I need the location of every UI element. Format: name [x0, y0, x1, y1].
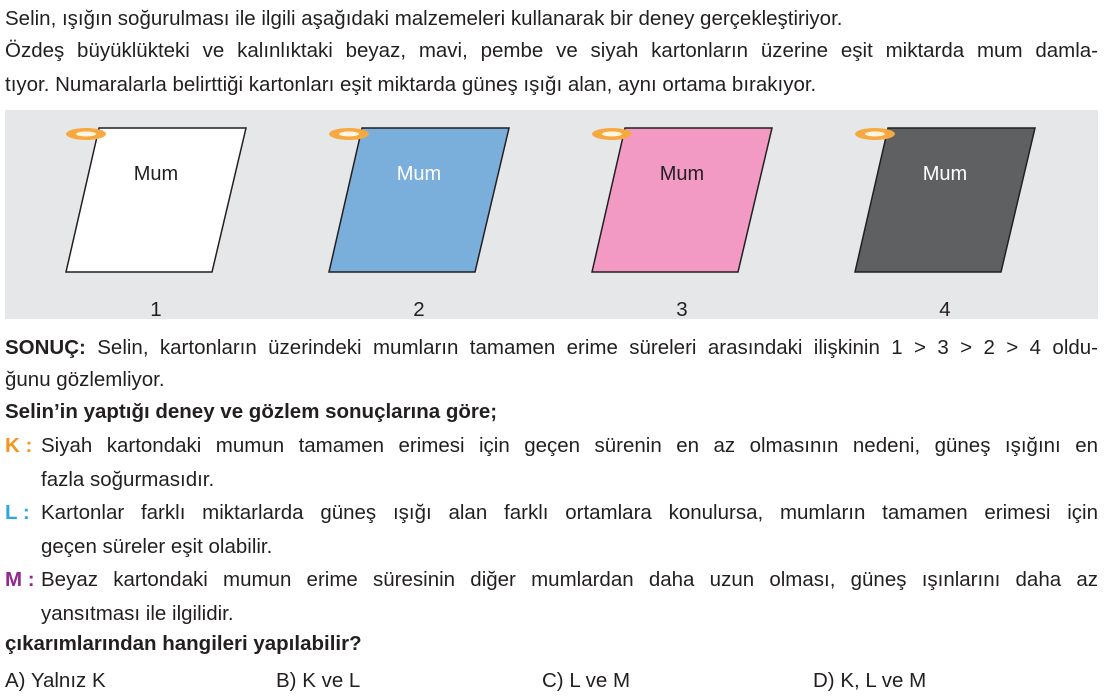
option-c[interactable]: C) L ve M — [542, 669, 631, 692]
statement-text-2: fazla soğurmasıdır. — [41, 468, 215, 491]
result-line-1 — [5, 334, 1098, 362]
cardboard-number: 1 — [150, 298, 162, 321]
cardboard-2 — [328, 127, 510, 321]
statement-text-1: Siyah kartondaki mumun tamamen erimesi için geçen sürenin en az olmasının nedeni, güneş ışığını en — [41, 434, 1098, 457]
candle-drop-icon — [591, 127, 633, 141]
statement-text-1: Kartonlar farklı miktarlarda güneş ışığı alan farklı ortamlara konulursa, mumların tamamen erimesi için — [41, 501, 1098, 524]
intro-line-1: Selin, ışığın soğurulması ile ilgili aşağıdaki malzemeleri kullanarak bir deney gerçekleştiriyor. — [5, 7, 843, 30]
cardboard-1 — [65, 127, 247, 321]
statement-letter: M : — [5, 568, 35, 591]
cardboard-4 — [854, 127, 1036, 321]
statement-text-2: yansıtması ile ilgilidir. — [41, 602, 234, 625]
experiment-figure — [5, 110, 1098, 319]
question-text: çıkarımlarından hangileri yapılabilir? — [5, 632, 362, 655]
option-b[interactable]: B) K ve L — [276, 669, 361, 692]
prompt-text: Selin’in yaptığı deney ve gözlem sonuçlarına göre; — [5, 400, 498, 423]
statement-letter: L : — [5, 501, 30, 524]
cardboard-number: 2 — [413, 298, 425, 321]
result-label: SONUÇ: — [5, 336, 86, 359]
statement-text-2: geçen süreler eşit olabilir. — [41, 535, 273, 558]
cardboard-3 — [591, 127, 773, 321]
option-a[interactable]: A) Yalnız K — [5, 669, 106, 692]
cardboard-number: 3 — [676, 298, 688, 321]
cardboard-shape-icon — [591, 127, 773, 273]
cardboard-shape-icon — [328, 127, 510, 273]
intro-line-3: tıyor. Numaralarla belirttiği kartonları eşit miktarda güneş ışığı alan, aynı ortama bırakıyor. — [5, 73, 817, 96]
result-line-2: ğunu gözlemliyor. — [5, 368, 165, 391]
candle-drop-icon — [854, 127, 896, 141]
candle-label: Mum — [922, 163, 968, 185]
candle-label: Mum — [133, 163, 179, 185]
cardboard-shape-icon — [65, 127, 247, 273]
result-text: Selin, kartonların üzerindeki mumların tamamen erime süreleri arasındaki ilişkinin 1 > 3 > 2 > 4 oldu- — [97, 336, 1099, 359]
candle-label: Mum — [659, 163, 705, 185]
candle-drop-icon — [65, 127, 107, 141]
candle-drop-icon — [328, 127, 370, 141]
statement-text-1: Beyaz kartondaki mumun erime süresinin diğer mumlardan daha uzun olması, güneş ışınlarını daha az — [41, 568, 1098, 591]
cardboard-shape-icon — [854, 127, 1036, 273]
intro-line-2: Özdeş büyüklükteki ve kalınlıktaki beyaz, mavi, pembe ve siyah kartonların üzerine eşit miktarda mum damla- — [5, 39, 1098, 62]
cardboard-number: 4 — [939, 298, 951, 321]
statement-letter: K : — [5, 434, 33, 457]
candle-label: Mum — [396, 163, 442, 185]
option-d[interactable]: D) K, L ve M — [813, 669, 927, 692]
